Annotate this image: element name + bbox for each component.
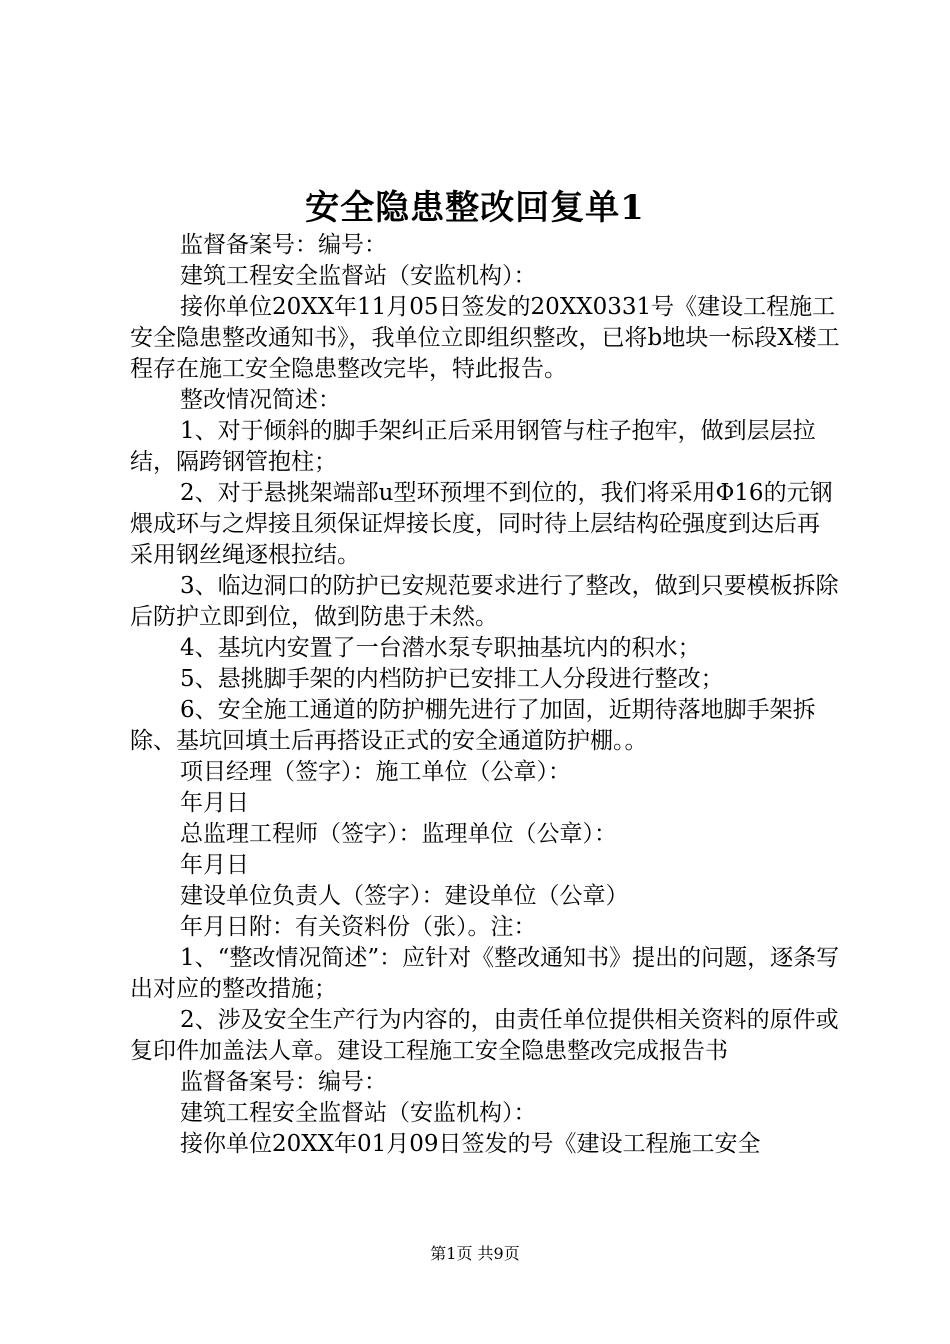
paragraph: 接你单位20XX年11月05日签发的20XX0331号《建设工程施工安全隐患整改通知书》，我单位立即组织整改，已将b地块一标段X楼工程存在施工安全隐患整改完毕，特此报告。 xyxy=(130,294,840,382)
paragraph: 6、安全施工通道的防护棚先进行了加固，近期待落地脚手架拆除、基坑回填土后再搭设正式的安全通道防护棚。。 xyxy=(130,697,816,754)
paragraph: 1、“整改情况简述”：应针对《整改通知书》提出的问题，逐条写出对应的整改措施； xyxy=(130,945,840,1002)
paragraph: 1、对于倾斜的脚手架纠正后采用钢管与柱子抱牢，做到层层拉结，隔跨钢管抱柱； xyxy=(130,418,816,475)
paragraph: 项目经理（签字）：施工单位（公章）： xyxy=(180,759,571,785)
paragraph: 年月日 xyxy=(180,852,249,878)
paragraph: 2、对于悬挑架端部u型环预埋不到位的，我们将采用Φ16的元钢煨成环与之焊接且须保证焊接长度，同时待上层结构砼强度到达后再采用钢丝绳逐根拉结。 xyxy=(130,480,833,568)
paragraph: 3、临边洞口的防护已安规范要求进行了整改，做到只要模板拆除后防护立即到位，做到防患于未然。 xyxy=(130,573,839,630)
paragraph: 4、基坑内安置了一台潜水泵专职抽基坑内的积水； xyxy=(180,635,701,661)
paragraph: 建筑工程安全监督站（安监机构）： xyxy=(180,263,537,289)
paragraph: 建设单位负责人（签字）：建设单位（公章） xyxy=(180,883,629,909)
document-body xyxy=(130,230,842,1160)
paragraph: 2、涉及安全生产行为内容的，由责任单位提供相关资料的原件或复印件加盖法人章。建设工程施工安全隐患整改完成报告书 xyxy=(130,1007,839,1064)
paragraph: 总监理工程师（签字）：监理单位（公章）： xyxy=(180,821,617,847)
page-footer: 第1页 共9页 xyxy=(430,1244,520,1263)
paragraph: 5、悬挑脚手架的内档防护已安排工人分段进行整改； xyxy=(180,666,724,692)
document-title: 安全隐患整改回复单1 xyxy=(305,188,645,228)
paragraph: 整改情况简述： xyxy=(180,387,341,413)
paragraph: 监督备案号：编号： xyxy=(180,232,387,258)
paragraph: 监督备案号：编号： xyxy=(180,1069,387,1095)
paragraph: 年月日 xyxy=(180,790,249,816)
paragraph: 建筑工程安全监督站（安监机构）： xyxy=(180,1100,537,1126)
paragraph: 接你单位20XX年01月09日签发的号《建设工程施工安全 xyxy=(180,1131,761,1157)
paragraph: 年月日附：有关资料份（张）。注： xyxy=(180,914,537,940)
